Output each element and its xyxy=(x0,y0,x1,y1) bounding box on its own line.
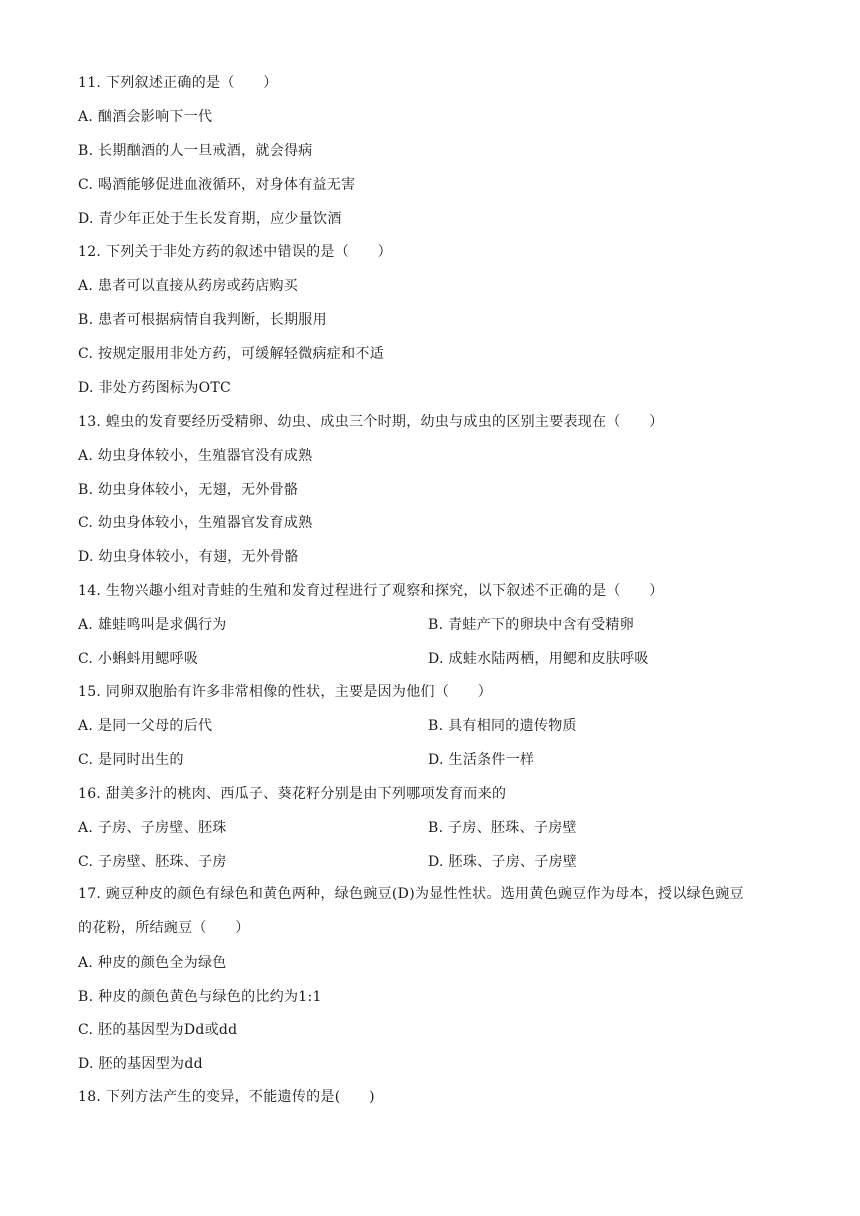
question-14-option-d: D. 成蛙水陆两栖，用鳃和皮肤呼吸 xyxy=(428,651,649,667)
question-12-option-c: C. 按规定服用非处方药，可缓解轻微病症和不适 xyxy=(78,346,385,362)
question-15-option-a: A. 是同一父母的后代 xyxy=(78,718,213,734)
question-13-option-a: A. 幼虫身体较小，生殖器官没有成熟 xyxy=(78,448,313,464)
question-11-stem: 11. 下列叙述正确的是（ ） xyxy=(78,75,278,91)
question-15-option-c: C. 是同时出生的 xyxy=(78,752,184,768)
question-16-option-a: A. 子房、子房壁、胚珠 xyxy=(78,820,227,836)
question-15-stem: 15. 同卵双胞胎有许多非常相像的性状，主要是因为他们（ ） xyxy=(78,684,493,700)
question-18-stem: 18. 下列方法产生的变异，不能遗传的是( ) xyxy=(78,1089,375,1105)
question-11-option-c: C. 喝酒能够促进血液循环，对身体有益无害 xyxy=(78,177,356,193)
question-17-option-d: D. 胚的基因型为dd xyxy=(78,1056,203,1072)
question-11-option-b: B. 长期酗酒的人一旦戒酒，就会得病 xyxy=(78,143,313,159)
question-17-option-b: B. 种皮的颜色黄色与绿色的比约为1:1 xyxy=(78,989,322,1005)
question-17-option-c: C. 胚的基因型为Dd或dd xyxy=(78,1022,238,1038)
question-16-option-d: D. 胚珠、子房、子房壁 xyxy=(428,854,578,870)
question-12-option-b: B. 患者可根据病情自我判断，长期服用 xyxy=(78,312,327,328)
question-12-stem: 12. 下列关于非处方药的叙述中错误的是（ ） xyxy=(78,244,392,260)
question-17-option-a: A. 种皮的颜色全为绿色 xyxy=(78,955,227,971)
question-13-option-c: C. 幼虫身体较小，生殖器官发育成熟 xyxy=(78,515,313,531)
question-15-option-b: B. 具有相同的遗传物质 xyxy=(428,718,577,734)
question-13-stem: 13. 蝗虫的发育要经历受精卵、幼虫、成虫三个时期，幼虫与成虫的区别主要表现在（ ） xyxy=(78,414,664,430)
question-11-option-d: D. 青少年正处于生长发育期，应少量饮酒 xyxy=(78,211,342,227)
question-17-stem-line-2: 的花粉，所结豌豆（ ） xyxy=(78,920,250,936)
question-14-stem: 14. 生物兴趣小组对青蛙的生殖和发育过程进行了观察和探究，以下叙述不正确的是（ ） xyxy=(78,583,664,599)
question-13-option-b: B. 幼虫身体较小，无翅，无外骨骼 xyxy=(78,482,299,498)
question-17-stem-line-1: 17. 豌豆种皮的颜色有绿色和黄色两种，绿色豌豆(D)为显性性状。选用黄色豌豆作为母本，授以绿色豌豆 xyxy=(78,886,744,902)
question-14-option-a: A. 雄蛙鸣叫是求偶行为 xyxy=(78,617,227,633)
question-11-option-a: A. 酗酒会影响下一代 xyxy=(78,109,213,125)
question-14-option-c: C. 小蝌蚪用鳃呼吸 xyxy=(78,651,199,667)
question-14-option-b: B. 青蛙产下的卵块中含有受精卵 xyxy=(428,617,634,633)
question-16-option-b: B. 子房、胚珠、子房壁 xyxy=(428,820,577,836)
question-16-option-c: C. 子房壁、胚珠、子房 xyxy=(78,854,227,870)
question-13-option-d: D. 幼虫身体较小，有翅，无外骨骼 xyxy=(78,549,299,565)
question-12-option-d: D. 非处方药图标为OTC xyxy=(78,380,232,396)
question-15-option-d: D. 生活条件一样 xyxy=(428,752,535,768)
question-16-stem: 16. 甜美多汁的桃肉、西瓜子、葵花籽分别是由下列哪项发育而来的 xyxy=(78,786,507,802)
question-12-option-a: A. 患者可以直接从药房或药店购买 xyxy=(78,278,299,294)
